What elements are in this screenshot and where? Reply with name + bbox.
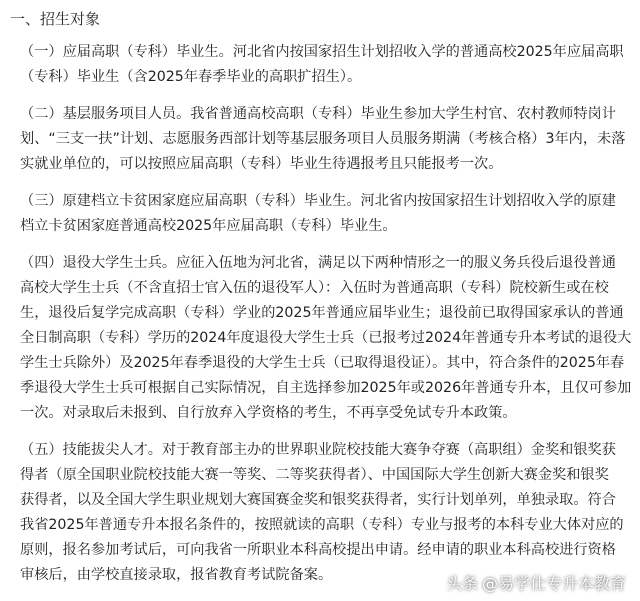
paragraph-line: 我省2025年普通专升本报名条件的，按照就读的高职（专科）专业与报考的本科专业大体对应的 <box>20 517 624 533</box>
paragraph-grassroots-service <box>10 102 630 177</box>
paragraph-line: 全日制高职（专科）学历的2024年度退役大学生士兵（已报考过2024年普通专升本考试的退役大 <box>20 330 632 346</box>
paragraph-line: 高校大学生士兵（不含直招士官入伍的退役军人）：入伍时为普通高职（专科）院校新生或在校 <box>20 280 609 296</box>
section-heading: 一、招生对象 <box>10 10 101 28</box>
paragraph-skill-talents <box>10 438 630 588</box>
source-watermark <box>446 573 626 595</box>
paragraph-line: 划、“三支一扶”计划、志愿服务西部计划等基层服务项目人员服务期满（考核合格）3年内，未落 <box>20 131 626 147</box>
paragraph-fresh-graduates <box>10 40 630 90</box>
watermark-account: @易学仕专升本教育 <box>481 574 626 593</box>
paragraph-line: 实就业单位的，可以按照应届高职（专科）毕业生待遇报考且只能报考一次。 <box>20 156 503 172</box>
paragraph-veteran-students <box>10 251 630 426</box>
paragraph-line: 档立卡贫困家庭普通高校2025年应届高职（专科）毕业生。 <box>20 218 397 234</box>
paragraph-line: 一次。对录取后未报到、自行放弃入学资格的考生，不再享受免试专升本政策。 <box>20 405 517 421</box>
paragraph-line: （五）技能拔尖人才。对于教育部主办的世界职业院校技能大赛争夺赛（高职组）金奖和银奖获 <box>20 442 616 458</box>
paragraph-line: （一）应届高职（专科）毕业生。河北省内按国家招生计划招收入学的普通高校2025年应届高职 <box>20 44 624 60</box>
paragraph-poverty-families <box>10 189 630 239</box>
paragraph-line: 获得者，以及全国大学生职业规划大赛国赛金奖和银奖获得者，实行计划单列，单独录取。符合 <box>20 492 616 508</box>
paragraph-line: 学生士兵除外）及2025年春季退役的大学生士兵（已取得退役证）。其中，符合条件的2025年春 <box>20 355 625 371</box>
paragraph-line: 季退役大学生士兵可根据自己实际情况，自主选择参加2025年或2026年普通专升本，且仅可参加 <box>20 380 632 396</box>
paragraph-line: （专科）毕业生（含2025年春季毕业的高职扩招生）。 <box>20 69 362 85</box>
paragraph-line: （二）基层服务项目人员。我省普通高校高职（专科）毕业生参加大学生村官、农村教师特岗计 <box>20 106 616 122</box>
paragraph-line: 得者（原全国职业院校技能大赛一等奖、二等奖获得者）、中国国际大学生创新大赛金奖和银奖 <box>20 467 609 483</box>
paragraph-line: （四）退役大学生士兵。应征入伍地为河北省，满足以下两种情形之一的服义务兵役后退役普通 <box>20 255 616 271</box>
paragraph-line: 生，退役后复学完成高职（专科）学业的2025年普通应届毕业生；退役前已取得国家承认的普通 <box>20 305 624 321</box>
watermark-platform: 头条 <box>445 574 478 593</box>
paragraph-line: 审核后，由学校直接录取，报省教育考试院备案。 <box>20 567 333 583</box>
paragraph-line: （三）原建档立卡贫困家庭应届高职（专科）毕业生。河北省内按国家招生计划招收入学的原建 <box>20 193 616 209</box>
paragraph-line: 原则，报名参加考试后，可向我省一所职业本科高校提出申请。经申请的职业本科高校进行资格 <box>20 542 616 558</box>
